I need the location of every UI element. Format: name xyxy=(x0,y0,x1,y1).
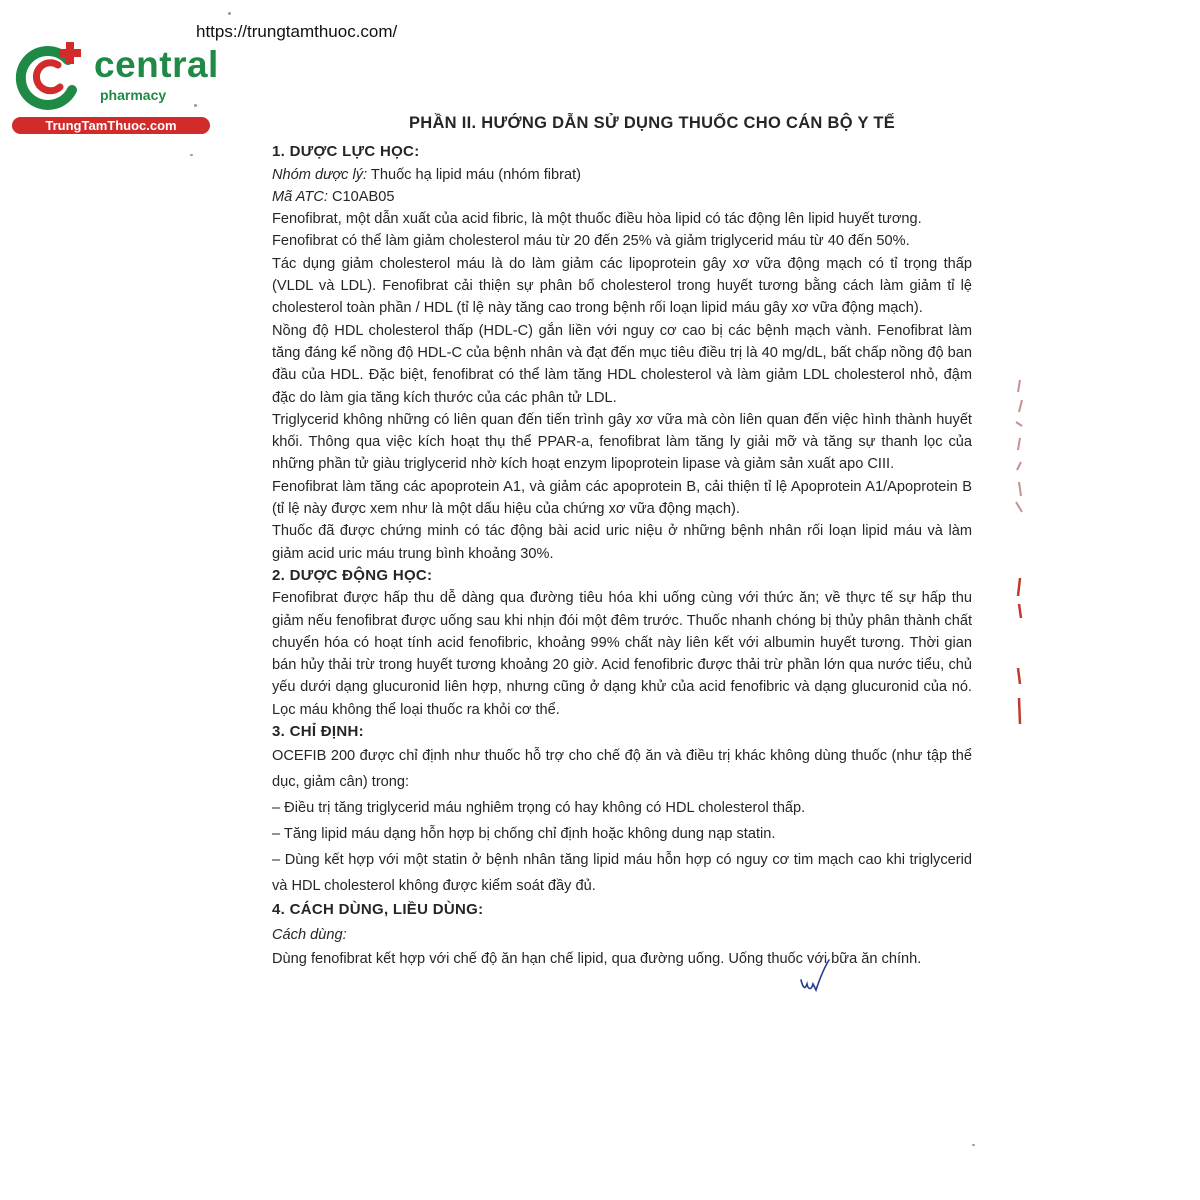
s1-paragraph-3: Tác dụng giảm cholesterol máu là do làm giảm các lipoprotein gây xơ vữa động mạch có tỉ trọng thấp (VLDL và LDL). Fenofibrat cải thiện sự phân bố cholesterol trong huyết tương bằng cách làm giảm tỉ lệ cholesterol toàn phần / HDL (tỉ lệ này tăng cao trong bệnh rối loạn lipid máu gây xơ vữa động mạch). xyxy=(272,255,972,317)
drug-group-label: Nhóm dược lý: xyxy=(272,166,368,183)
atc-value: C10AB05 xyxy=(327,188,395,205)
s1-paragraph-1: Fenofibrat, một dẫn xuất của acid fibric, là một thuốc điều hòa lipid có tác động lên lipid huyết tương. xyxy=(272,211,922,228)
indication-item: – Điều trị tăng triglycerid máu nghiêm trọng có hay không có HDL cholesterol thấp. xyxy=(272,800,806,817)
scan-speck xyxy=(190,154,193,156)
s1-paragraph-4: Nồng độ HDL cholesterol thấp (HDL-C) gắn liền với nguy cơ cao bị các bệnh mạch vành. Fenofibrat làm tăng đáng kể nồng độ HDL-C của bệnh nhân và đạt đến mục tiêu điều trị là 40 mg/dL, bất chấp nồng độ ban đầu của HDL. Đặc biệt, fenofibrat có thể làm tăng HDL cholesterol và làm giảm LDL cholesterol nhỏ, đậm đặc do làm gia tăng kích thước của các phân tử LDL. xyxy=(272,322,972,406)
section-1-heading: 1. DƯỢC LỰC HỌC: xyxy=(272,143,420,161)
usage-label: Cách dùng: xyxy=(272,926,347,943)
section-4-heading: 4. CÁCH DÙNG, LIỀU DÙNG: xyxy=(272,901,484,919)
drug-group-value: Thuốc hạ lipid máu (nhóm fibrat) xyxy=(367,166,582,183)
margin-stamp xyxy=(1004,378,1034,728)
indication-item: – Dùng kết hợp với một statin ở bệnh nhân tăng lipid máu hỗn hợp có nguy cơ tim mạch cao khi triglycerid và HDL cholesterol không được kiểm soát đầy đủ. xyxy=(272,852,972,895)
drug-group-line xyxy=(272,164,972,186)
indication-item: – Tăng lipid máu dạng hỗn hợp bị chống chỉ định hoặc không dung nạp statin. xyxy=(272,826,776,843)
s1-paragraph-7: Thuốc đã được chứng minh có tác động bài acid uric niệu ở những bệnh nhân rối loạn lipid máu và làm giảm acid uric máu trung bình khoảng 30%. xyxy=(272,523,972,562)
atc-label: Mã ATC: xyxy=(272,188,328,205)
s3-intro: OCEFIB 200 được chỉ định như thuốc hỗ trợ cho chế độ ăn và điều trị khác không dùng thuốc (như tập thể dục, giảm cân) trong: xyxy=(272,748,972,791)
central-pharmacy-logo xyxy=(10,38,219,136)
scan-speck xyxy=(972,1144,975,1146)
brand-sub: pharmacy xyxy=(100,87,167,103)
usage-text: Dùng fenofibrat kết hợp với chế độ ăn hạn chế lipid, qua đường uống. Uống thuốc với bữa ăn chính. xyxy=(272,950,922,967)
section-2-heading: 2. DƯỢC ĐỘNG HỌC: xyxy=(272,566,433,584)
s1-paragraph-2: Fenofibrat có thể làm giảm cholesterol máu từ 20 đến 25% và giảm triglycerid máu từ 40 đến 50%. xyxy=(272,233,910,250)
page-title: PHẦN II. HƯỚNG DẪN SỬ DỤNG THUỐC CHO CÁN BỘ Y TẾ xyxy=(408,114,896,132)
section-3-heading: 3. CHỈ ĐỊNH: xyxy=(272,723,364,741)
s1-paragraph-5: Triglycerid không những có liên quan đến tiến trình gây xơ vữa mà còn liên quan đến việc hình thành huyết khối. Thông qua việc kích hoạt thụ thể PPAR-a, fenofibrat làm tăng ly giải mỡ và tăng sự thanh lọc của những phần tử giàu triglycerid nhờ kích hoạt enzym lipoprotein lipase và giảm sản xuất apo CIII. xyxy=(272,411,972,473)
brand-name: central xyxy=(94,44,219,85)
atc-code-line xyxy=(272,186,972,208)
document-body xyxy=(272,112,972,970)
s1-paragraph-6: Fenofibrat làm tăng các apoprotein A1, và giảm các apoprotein B, cải thiện tỉ lệ Apoprotein A1/Apoprotein B (tỉ lệ này được xem như là một dấu hiệu của chứng xơ vữa động mạch). xyxy=(272,478,972,518)
signature-mark xyxy=(798,958,832,996)
s2-paragraph-1: Fenofibrat được hấp thu dễ dàng qua đường tiêu hóa khi uống cùng với thức ăn; về thực tế sự hấp thu giảm nếu fenofibrat được uống sau khi nhịn đói một đêm trước. Thuốc nhanh chóng bị thủy phân thành chất chuyển hóa có hoạt tính acid fenofibric, khoảng 99% chất này liên kết với albumin huyết tương. Thời gian bán hủy thải trừ trong huyết tương khoảng 20 giờ. Acid fenofibric được thải trừ phần lớn qua nước tiểu, chủ yếu dưới dạng glucuronid liên hợp, nhưng cũng ở dạng khử của acid fenofibric và dạng glucuronid của nó. Lọc máu không thể loại thuốc ra khỏi cơ thể. xyxy=(272,590,972,718)
pharmacy-cross-icon xyxy=(10,38,94,116)
scan-speck xyxy=(194,104,197,107)
scan-speck xyxy=(228,12,231,15)
brand-site-banner: TrungTamThuoc.com xyxy=(12,117,210,134)
watermark-url: https://trungtamthuoc.com/ xyxy=(196,22,398,41)
